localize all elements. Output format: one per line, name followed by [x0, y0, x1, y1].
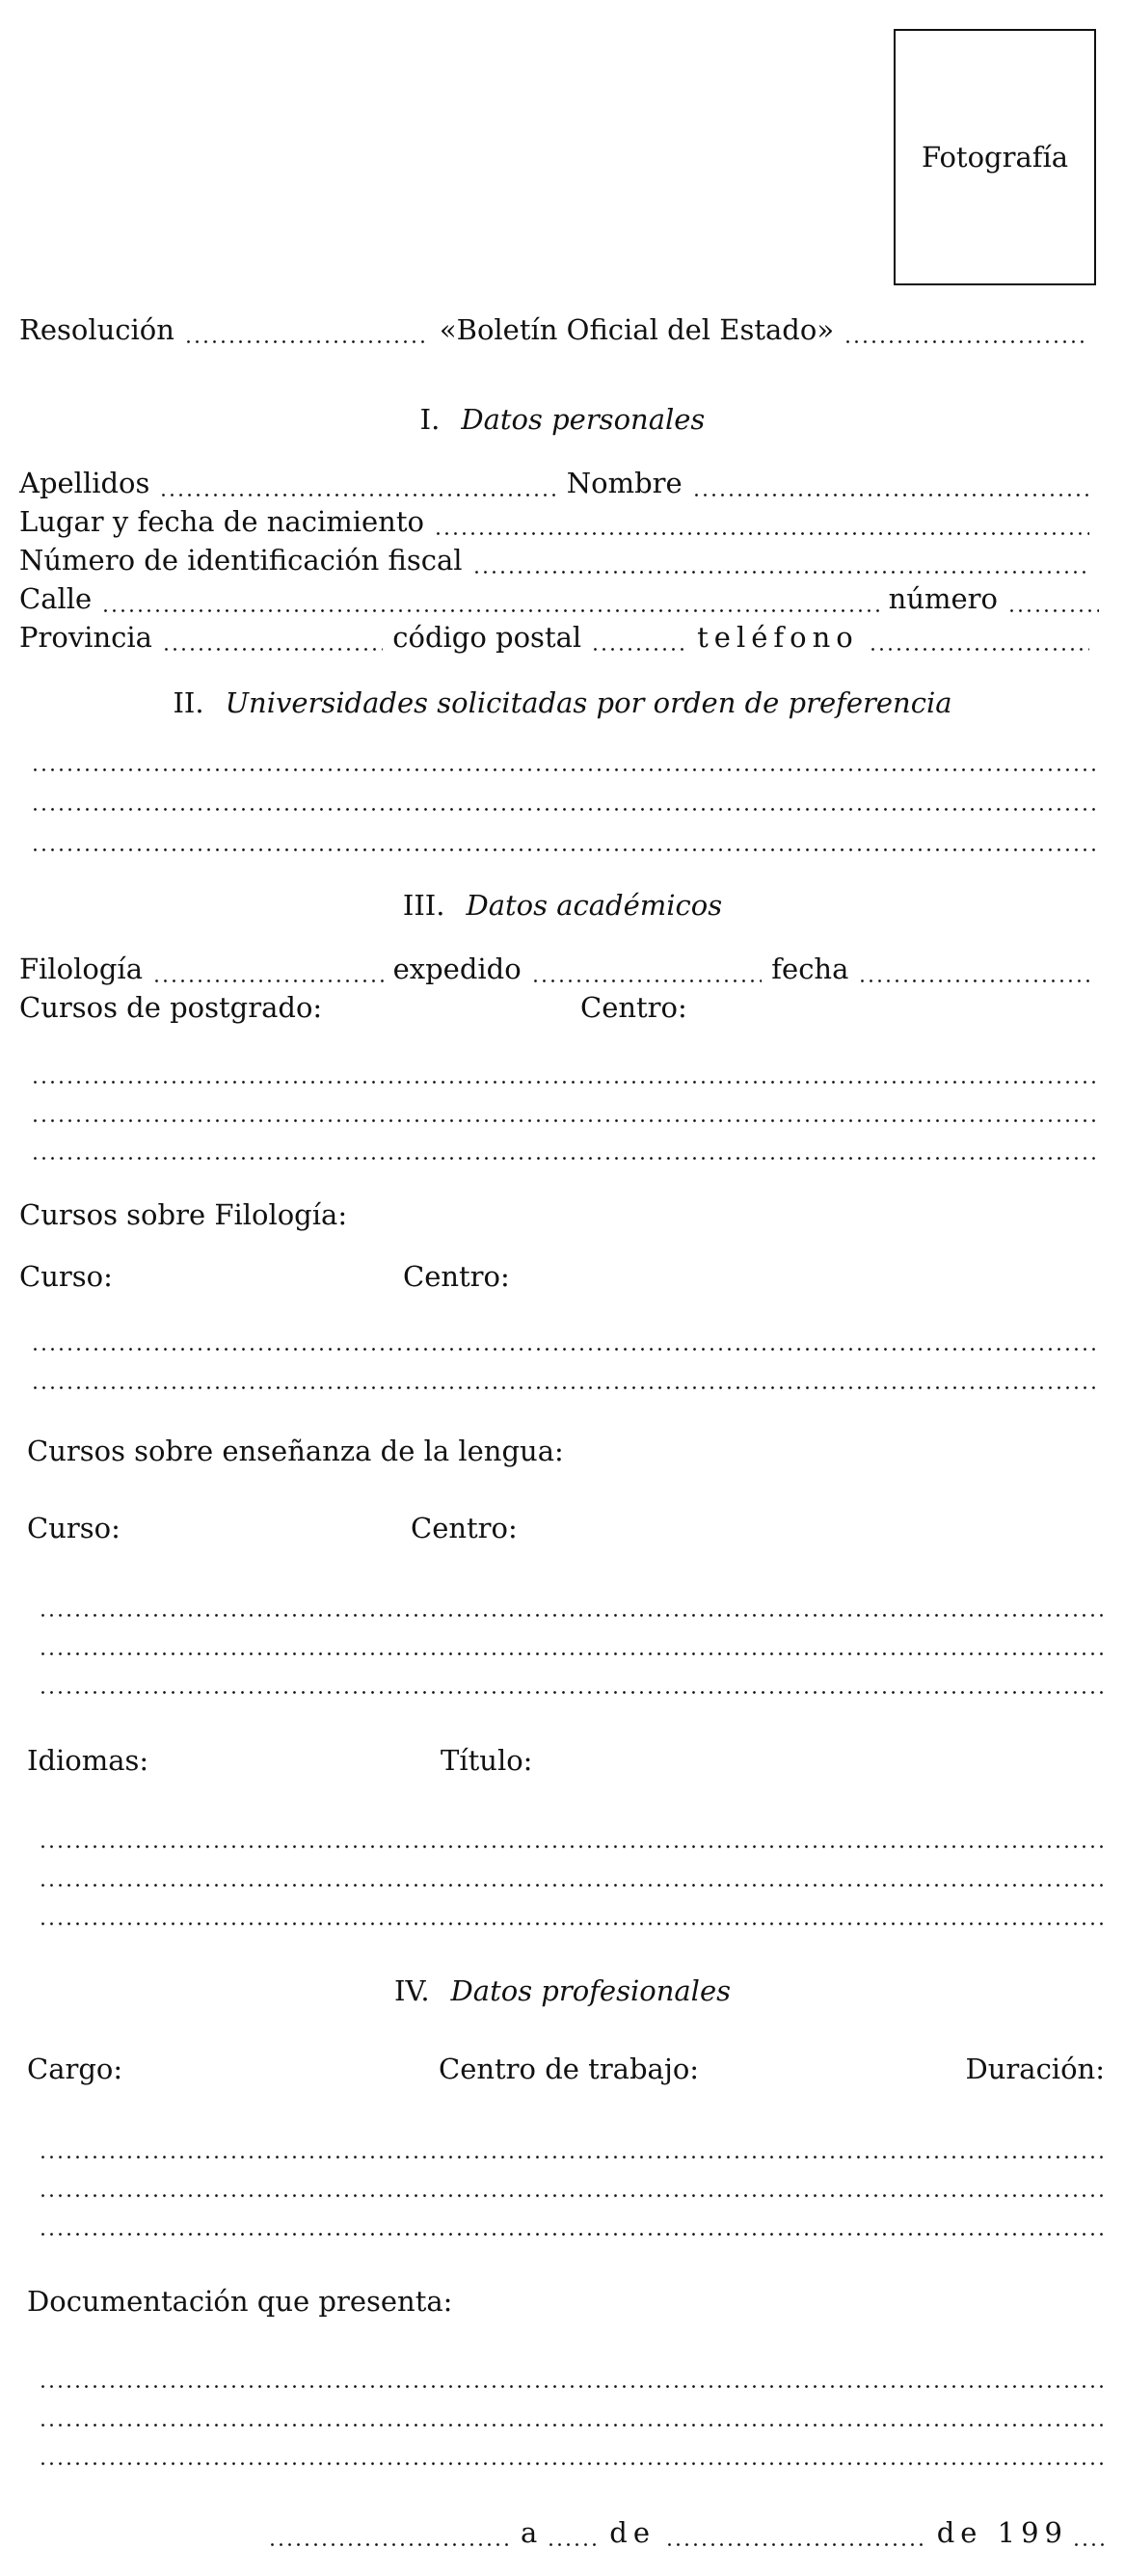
section-heading-academic: [0, 889, 1125, 922]
fecha-field[interactable]: [858, 979, 1089, 982]
codigo-postal-field[interactable]: [591, 648, 687, 651]
postgrado-line-3[interactable]: [31, 1157, 1097, 1160]
idiomas-line-3[interactable]: [39, 1922, 1105, 1925]
nif-label: Número de identificación fiscal: [19, 544, 463, 577]
section-title: Datos profesionales: [450, 1974, 731, 2007]
filologia-label: Filología: [19, 953, 143, 985]
section-number: III.: [402, 889, 445, 922]
section-title: Universidades solicitadas por orden de preferencia: [225, 686, 952, 719]
postgrado-label: Cursos de postgrado:: [19, 991, 323, 1024]
section-number: II.: [173, 686, 204, 719]
resolution-label: Resolución: [19, 313, 174, 346]
universities-line-3[interactable]: [31, 848, 1097, 851]
row-provincia: [19, 621, 1099, 659]
titulo-label: Título:: [441, 1744, 533, 1777]
idiomas-line-1[interactable]: [39, 1845, 1105, 1848]
codigo-postal-label: código postal: [392, 621, 582, 654]
telefono-label: teléfono: [697, 621, 859, 654]
row-lugar-fecha: [19, 505, 1099, 544]
signature-year-label: de 199: [936, 2516, 1068, 2549]
section-heading-professional: [0, 1974, 1125, 2007]
apellidos-field[interactable]: [159, 494, 556, 496]
calle-field[interactable]: [101, 609, 878, 612]
calle-label: Calle: [19, 582, 93, 615]
expedido-field[interactable]: [531, 979, 763, 982]
cursos-filologia-line-2[interactable]: [31, 1386, 1097, 1389]
documentation-line-2[interactable]: [39, 2424, 1105, 2427]
signature-day-field[interactable]: [547, 2543, 600, 2546]
section-title: Datos personales: [461, 403, 706, 436]
cursos-filologia-label: Cursos sobre Filología:: [19, 1198, 348, 1231]
cursos-lengua-line-2[interactable]: [39, 1652, 1105, 1655]
signature-month-field[interactable]: [665, 2543, 927, 2546]
professional-line-1[interactable]: [39, 2156, 1105, 2159]
nif-field[interactable]: [472, 571, 1089, 574]
cursos-lengua-line-3[interactable]: [39, 1691, 1105, 1694]
resolution-row: [19, 313, 1099, 352]
photo-label: Fotografía: [921, 141, 1069, 174]
signature-place-field[interactable]: [268, 2543, 511, 2546]
apellidos-label: Apellidos: [19, 467, 150, 499]
resolution-field[interactable]: [184, 340, 430, 343]
idiomas-label: Idiomas:: [27, 1744, 149, 1777]
row-filologia: [19, 953, 1099, 991]
nombre-field[interactable]: [692, 494, 1089, 496]
signature-year-field[interactable]: [1072, 2543, 1105, 2546]
idiomas-line-2[interactable]: [39, 1884, 1105, 1887]
curso-label: Curso:: [19, 1260, 113, 1293]
boe-field[interactable]: [844, 340, 1089, 343]
postgrado-centro-label: Centro:: [580, 991, 687, 1024]
professional-line-2[interactable]: [39, 2194, 1105, 2197]
row-nif: [19, 544, 1099, 582]
documentation-label: Documentación que presenta:: [27, 2285, 453, 2318]
curso-lengua-centro-label: Centro:: [411, 1512, 518, 1544]
section-heading-personal: [0, 403, 1125, 436]
duracion-label: Duración:: [965, 2053, 1105, 2085]
universities-line-2[interactable]: [31, 808, 1097, 811]
filologia-field[interactable]: [152, 979, 384, 982]
nombre-label: Nombre: [566, 467, 683, 499]
numero-field[interactable]: [1007, 609, 1099, 612]
section-title: Datos académicos: [466, 889, 723, 922]
expedido-label: expedido: [392, 953, 522, 985]
section-number: IV.: [393, 1974, 430, 2007]
professional-line-3[interactable]: [39, 2233, 1105, 2236]
row-apellidos: [19, 467, 1099, 505]
section-number: I.: [419, 403, 441, 436]
provincia-field[interactable]: [162, 648, 383, 651]
cursos-lengua-line-1[interactable]: [39, 1614, 1105, 1617]
fecha-label: fecha: [771, 953, 849, 985]
photo-box: [894, 29, 1096, 285]
signature-date-row: [268, 2516, 1105, 2555]
centro-trabajo-label: Centro de trabajo:: [439, 2053, 700, 2085]
signature-a-label: a: [521, 2516, 538, 2549]
universities-line-1[interactable]: [31, 768, 1097, 771]
documentation-line-1[interactable]: [39, 2385, 1105, 2388]
lugar-fecha-field[interactable]: [434, 532, 1089, 535]
postgrado-line-2[interactable]: [31, 1119, 1097, 1122]
cargo-label: Cargo:: [27, 2053, 123, 2085]
cursos-lengua-label: Cursos sobre enseñanza de la lengua:: [27, 1435, 564, 1467]
curso-lengua-label: Curso:: [27, 1512, 121, 1544]
lugar-fecha-label: Lugar y fecha de nacimiento: [19, 505, 424, 538]
boe-label: «Boletín Oficial del Estado»: [439, 313, 835, 346]
postgrado-line-1[interactable]: [31, 1081, 1097, 1084]
documentation-line-3[interactable]: [39, 2462, 1105, 2465]
provincia-label: Provincia: [19, 621, 152, 654]
cursos-filologia-line-1[interactable]: [31, 1348, 1097, 1351]
row-calle: [19, 582, 1099, 621]
signature-de-label: de: [609, 2516, 656, 2549]
numero-label: número: [888, 582, 998, 615]
section-heading-universities: [0, 686, 1125, 719]
curso-centro-label: Centro:: [403, 1260, 510, 1293]
telefono-field[interactable]: [869, 648, 1089, 651]
